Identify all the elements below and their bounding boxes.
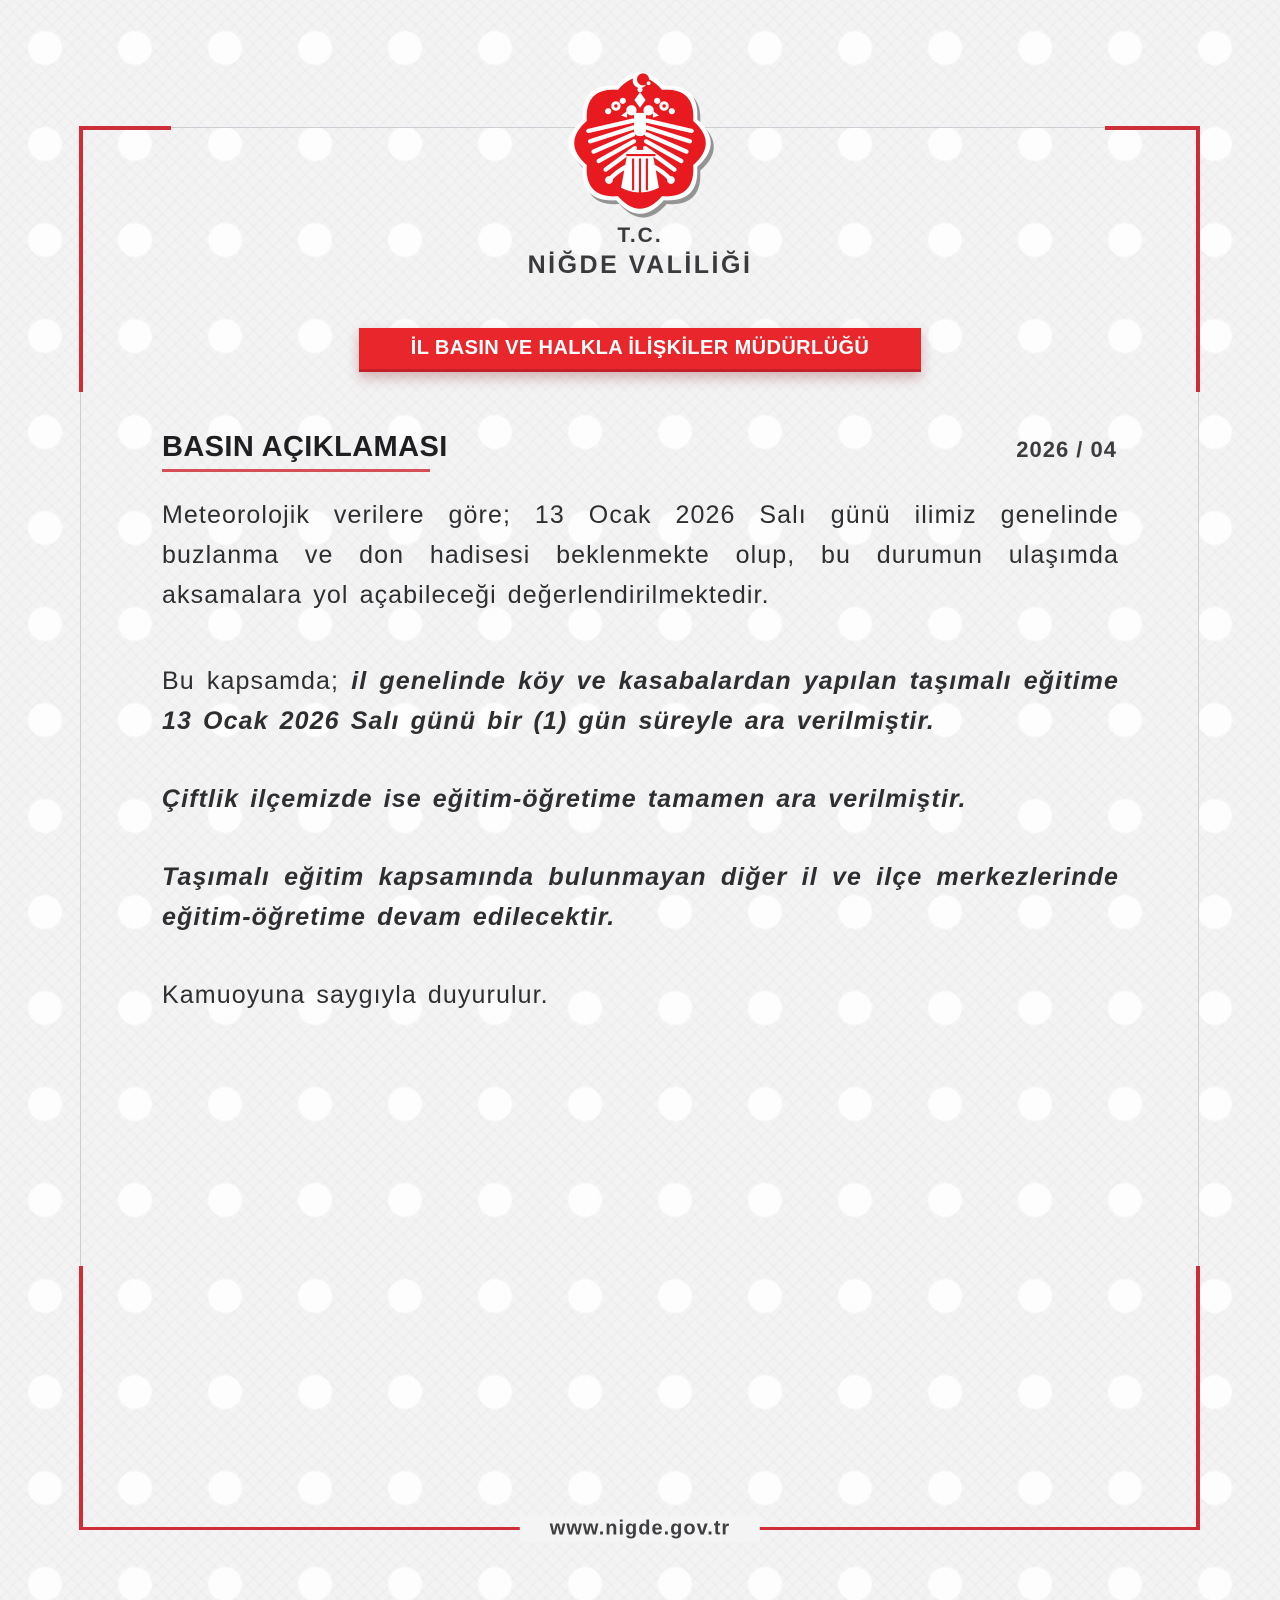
paragraph: Meteorolojik verilere göre; 13 Ocak 2026 Salı günü ilimiz genelinde buzlanma ve don hadisesi beklenmekte olup, bu durumun ulaşımda aksamalara yol açabileceği değerlendirilmektedir. [162,501,1119,609]
website-link[interactable]: www.nigde.gov.tr [520,1516,760,1543]
department-banner [359,328,921,372]
paragraph [162,661,1119,741]
document-reference-number: 2026 / 04 [1016,437,1117,462]
paragraph: Taşımalı eğitim kapsamında bulunmayan diğer il ve ilçe merkezlerinde eğitim-öğretime devam edilecektir. [162,863,1119,931]
org-prefix: T.C. [617,224,663,247]
press-release-body [162,495,1119,1053]
paragraph: Çiftlik ilçemizde ise eğitim-öğretime tamamen ara verilmiştir. [162,785,967,813]
title-underline [162,469,430,472]
frame-corner-top-right [1105,126,1200,130]
department-banner-label: İL BASIN VE HALKLA İLİŞKİLER MÜDÜRLÜĞÜ [410,337,870,359]
frame-corner-bottom-left [79,1266,83,1530]
paragraph: Kamuoyuna saygıyla duyurulur. [162,981,549,1009]
paragraph-prefix: Bu kapsamda; [162,667,352,695]
nigde-valiligi-seal-icon [554,57,726,234]
paragraph-emphasis: il genelinde köy ve kasabalardan yapılan taşımalı eğitime 13 Ocak 2026 Salı günü bir (1) gün süreyle ara verilmiştir. [162,667,1119,735]
frame-corner-top-left [79,126,171,130]
org-name: NİĞDE VALİLİĞİ [527,251,753,279]
frame-corner-bottom-right [1196,1266,1200,1530]
document-title: BASIN AÇIKLAMASI [162,431,448,463]
